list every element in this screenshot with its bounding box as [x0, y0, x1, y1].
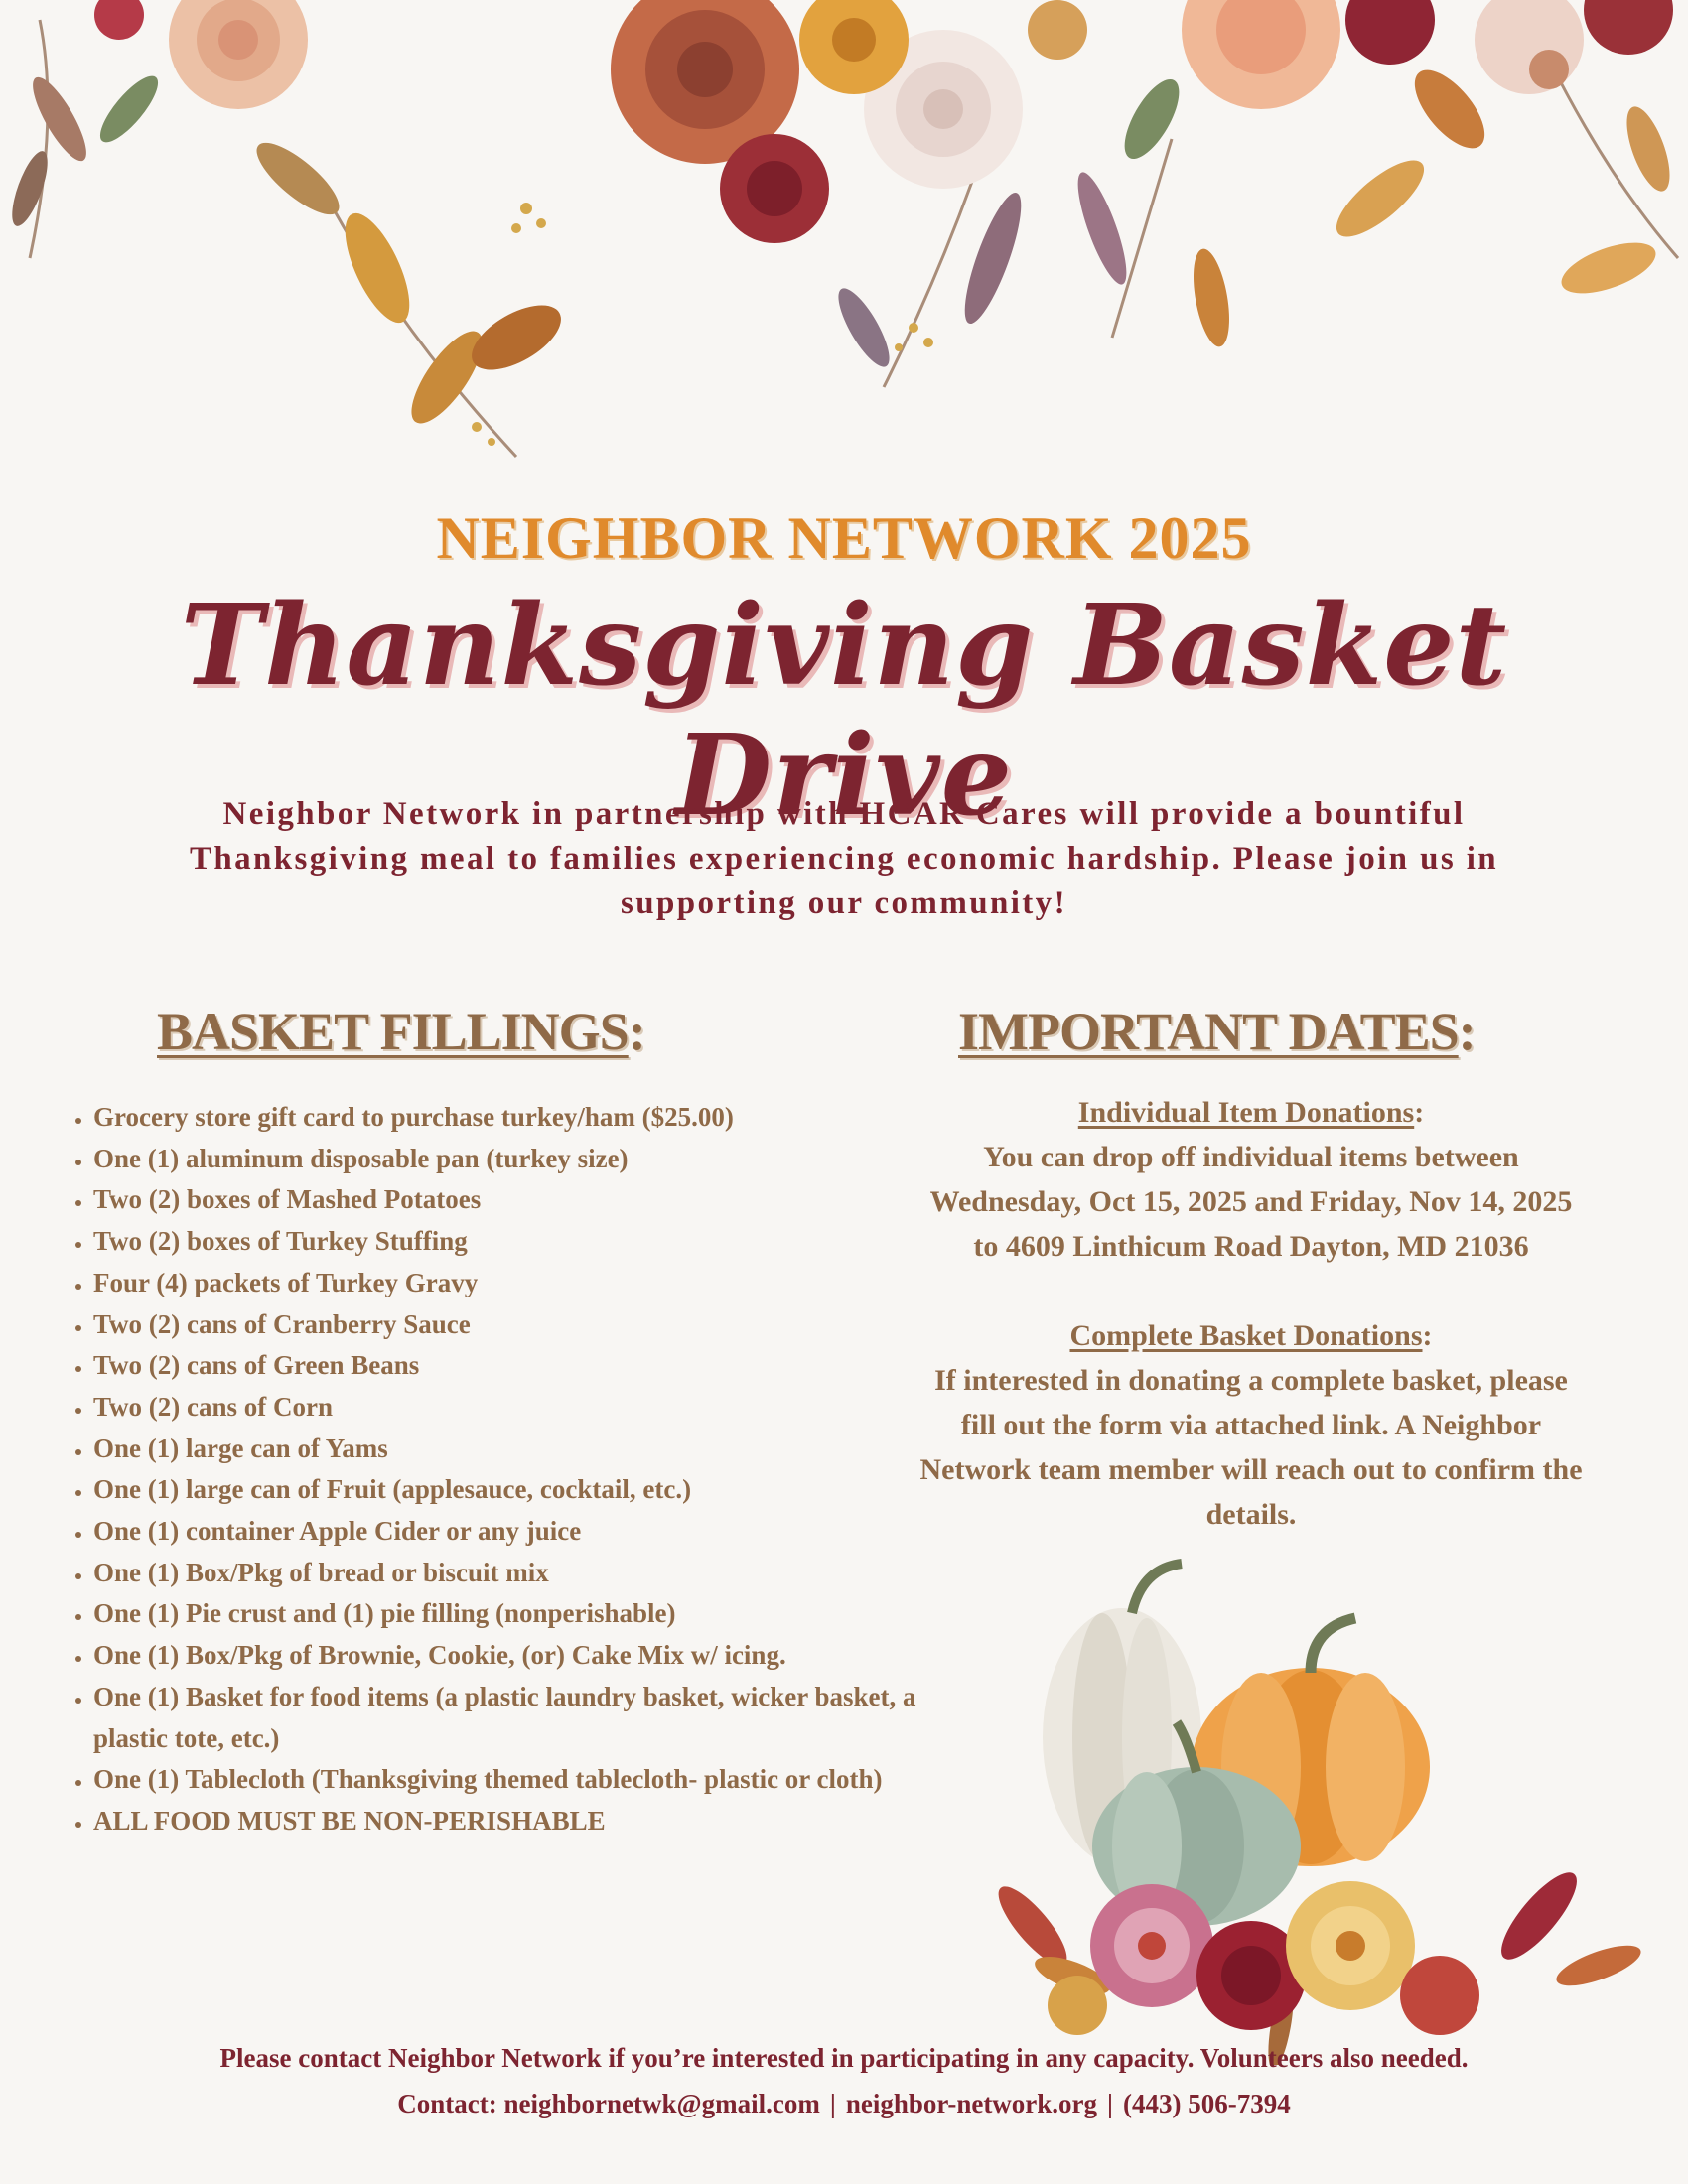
important-dates-colon: :: [1458, 1002, 1476, 1061]
list-item: • One (1) Box/Pkg of bread or biscuit mix: [93, 1553, 927, 1594]
separator: |: [1107, 2089, 1113, 2118]
list-item: • Two (2) cans of Cranberry Sauce: [93, 1304, 927, 1346]
list-item: • Two (2) boxes of Mashed Potatoes: [93, 1179, 927, 1221]
basket-fillings-heading: [157, 1001, 645, 1062]
eyebrow-heading: NEIGHBOR NETWORK 2025: [436, 505, 1252, 571]
intro-paragraph: [99, 792, 1589, 926]
contact-prefix: Contact:: [397, 2089, 504, 2118]
complete-donations-colon: :: [1422, 1319, 1433, 1352]
list-item: • One (1) Tablecloth (Thanksgiving themed tablecloth- plastic or cloth): [93, 1759, 927, 1801]
list-item: • Two (2) cans of Corn: [93, 1387, 927, 1429]
complete-donations-label: Complete Basket Donations: [1069, 1319, 1423, 1352]
individual-donations-line: You can drop off individual items between: [983, 1141, 1519, 1173]
page-title: Thanksgiving Basket Drive: [180, 581, 1508, 841]
important-dates-section: [874, 1090, 1628, 1537]
footer-note: Please contact Neighbor Network if you’re interested in participating in any capacity. Volunteers also needed.: [219, 2043, 1469, 2073]
individual-donations-colon: :: [1414, 1096, 1425, 1129]
footer: [0, 2035, 1688, 2126]
individual-donations-line: Wednesday, Oct 15, 2025 and Friday, Nov 14, 2025: [929, 1185, 1573, 1218]
complete-donations-heading: [874, 1313, 1628, 1358]
list-item: • One (1) large can of Yams: [93, 1429, 927, 1470]
list-item: • One (1) Basket for food items (a plastic laundry basket, wicker basket, a plastic tote, etc.): [93, 1677, 927, 1759]
list-item: • Two (2) boxes of Turkey Stuffing: [93, 1221, 927, 1263]
autumn-floral-garland: [0, 0, 1688, 467]
list-item: • Grocery store gift card to purchase turkey/ham ($25.00): [93, 1097, 927, 1139]
intro-line: supporting our community!: [621, 886, 1067, 921]
list-item: • One (1) aluminum disposable pan (turkey size): [93, 1139, 927, 1180]
footer-contact: [0, 2081, 1688, 2126]
important-dates-heading: [958, 1001, 1476, 1062]
complete-donations-line: Network team member will reach out to confirm the: [919, 1453, 1583, 1486]
complete-donations-line: details.: [1205, 1498, 1297, 1531]
intro-line: Thanksgiving meal to families experiencing economic hardship. Please join us in: [189, 841, 1499, 877]
contact-email-link[interactable]: neighbornetwk@gmail.com: [503, 2089, 820, 2118]
list-item: • One (1) Box/Pkg of Brownie, Cookie, (or) Cake Mix w/ icing.: [93, 1635, 927, 1677]
list-item: • One (1) Pie crust and (1) pie filling (nonperishable): [93, 1593, 927, 1635]
list-item: • Two (2) cans of Green Beans: [93, 1345, 927, 1387]
important-dates-title: IMPORTANT DATES: [958, 1002, 1459, 1061]
section-spacer: [874, 1269, 1628, 1313]
website-link[interactable]: neighbor-network.org: [845, 2089, 1098, 2118]
list-item: • One (1) container Apple Cider or any juice: [93, 1511, 927, 1553]
list-item: • One (1) large can of Fruit (applesauce, cocktail, etc.): [93, 1469, 927, 1511]
individual-donations-line: to 4609 Linthicum Road Dayton, MD 21036: [973, 1230, 1529, 1263]
individual-donations-label: Individual Item Donations: [1077, 1096, 1415, 1129]
list-item: • ALL FOOD MUST BE NON-PERISHABLE: [93, 1801, 927, 1843]
complete-donations-line: If interested in donating a complete basket, please: [934, 1364, 1568, 1397]
basket-fillings-title: BASKET FILLINGS: [157, 1002, 629, 1061]
basket-fillings-colon: :: [628, 1002, 645, 1061]
separator: |: [829, 2089, 836, 2118]
complete-donations-line: fill out the form via attached link. A Neighbor: [960, 1409, 1542, 1441]
list-item: • Four (4) packets of Turkey Gravy: [93, 1263, 927, 1304]
basket-fillings-list: [60, 1097, 927, 1843]
pumpkin-and-dahlia-bouquet: [983, 1549, 1678, 2065]
individual-donations-heading: [874, 1090, 1628, 1135]
intro-line: Neighbor Network in partnership with HCAR Cares will provide a bountiful: [222, 796, 1466, 832]
contact-phone[interactable]: (443) 506-7394: [1123, 2089, 1291, 2118]
